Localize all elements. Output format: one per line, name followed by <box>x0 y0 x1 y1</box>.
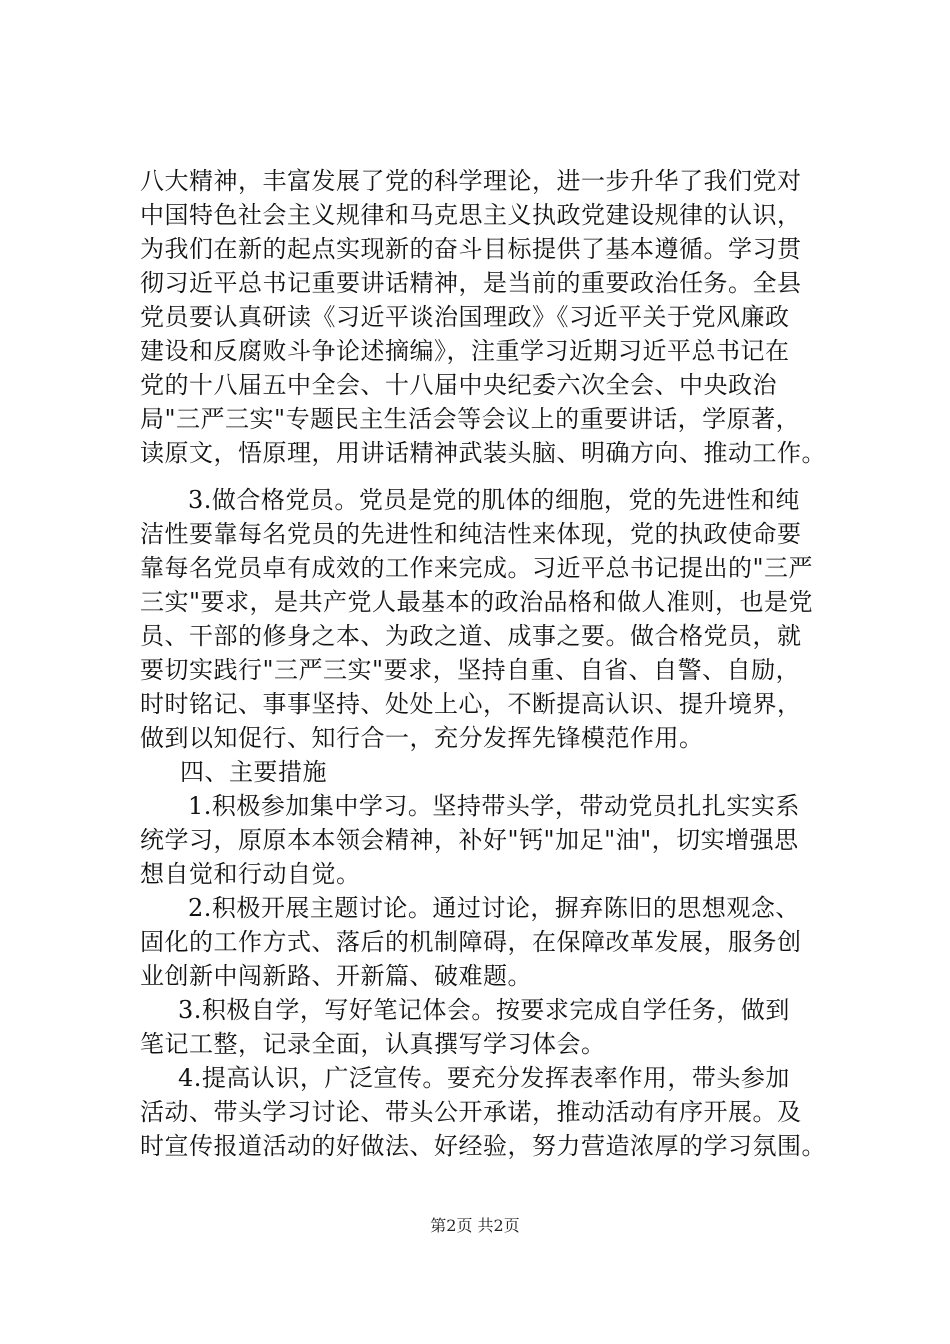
body-text-line: 建设和反腐败斗争论述摘编》，注重学习近期习近平总书记在 <box>140 337 790 365</box>
body-text-line: 时宣传报道活动的好做法、好经验，努力营造浓厚的学习氛围。 <box>140 1132 826 1160</box>
page-number-footer: 第2页 共2页 <box>430 1216 520 1235</box>
body-text-line: 统学习，原原本本领会精神，补好"钙"加足"油"，切实增强思 <box>140 826 799 854</box>
section-heading: 四、主要措施 <box>180 758 327 786</box>
paragraph-first-line: 2.积极开展主题讨论。通过讨论，摒弃陈旧的思想观念、 <box>188 894 800 922</box>
body-text-line: 为我们在新的起点实现新的奋斗目标提供了基本遵循。学习贯 <box>140 235 802 263</box>
body-text-line: 活动、带头学习讨论、带头公开承诺，推动活动有序开展。及 <box>140 1098 802 1126</box>
body-text-line: 洁性要靠每名党员的先进性和纯洁性来体现，党的执政使命要 <box>140 520 802 548</box>
paragraph-first-line: 3.做合格党员。党员是党的肌体的细胞，党的先进性和纯 <box>188 486 800 514</box>
paragraph-first-line: 1.积极参加集中学习。坚持带头学，带动党员扎扎实实系 <box>188 792 800 820</box>
paragraph-first-line: 4.提高认识，广泛宣传。要充分发挥表率作用，带头参加 <box>178 1064 790 1092</box>
body-text-line: 党的十八届五中全会、十八届中央纪委六次全会、中央政治 <box>140 371 777 399</box>
paragraph-first-line: 3.积极自学，写好笔记体会。按要求完成自学任务，做到 <box>178 996 790 1024</box>
body-text-line: 靠每名党员卓有成效的工作来完成。习近平总书记提出的"三严 <box>140 554 814 582</box>
body-text-line: 笔记工整，记录全面，认真撰写学习体会。 <box>140 1030 606 1058</box>
body-text-line: 三实"要求，是共产党人最基本的政治品格和做人准则，也是党 <box>140 588 814 616</box>
body-text-line: 时时铭记、事事坚持、处处上心，不断提高认识、提升境界， <box>140 690 802 718</box>
body-text-line: 彻习近平总书记重要讲话精神，是当前的重要政治任务。全县 <box>140 269 802 297</box>
body-text-line: 中国特色社会主义规律和马克思主义执政党建设规律的认识， <box>140 201 802 229</box>
body-text-line: 业创新中闯新路、开新篇、破难题。 <box>140 962 532 990</box>
body-text-line: 员、干部的修身之本、为政之道、成事之要。做合格党员，就 <box>140 622 802 650</box>
body-text-line: 要切实践行"三严三实"要求，坚持自重、自省、自警、自励， <box>140 656 801 684</box>
body-text-line: 读原文，悟原理，用讲话精神武装头脑、明确方向、推动工作。 <box>140 439 826 467</box>
body-text-line: 党员要认真研读《习近平谈治国理政》《习近平关于党风廉政 <box>140 303 790 331</box>
body-text-line: 八大精神，丰富发展了党的科学理论，进一步升华了我们党对 <box>140 167 802 195</box>
body-text-line: 固化的工作方式、落后的机制障碍，在保障改革发展，服务创 <box>140 928 802 956</box>
body-text-line: 做到以知促行、知行合一，充分发挥先锋模范作用。 <box>140 724 704 752</box>
body-text-line: 局"三严三实"专题民主生活会等会议上的重要讲话，学原著， <box>140 405 801 433</box>
body-text-line: 想自觉和行动自觉。 <box>140 860 361 888</box>
